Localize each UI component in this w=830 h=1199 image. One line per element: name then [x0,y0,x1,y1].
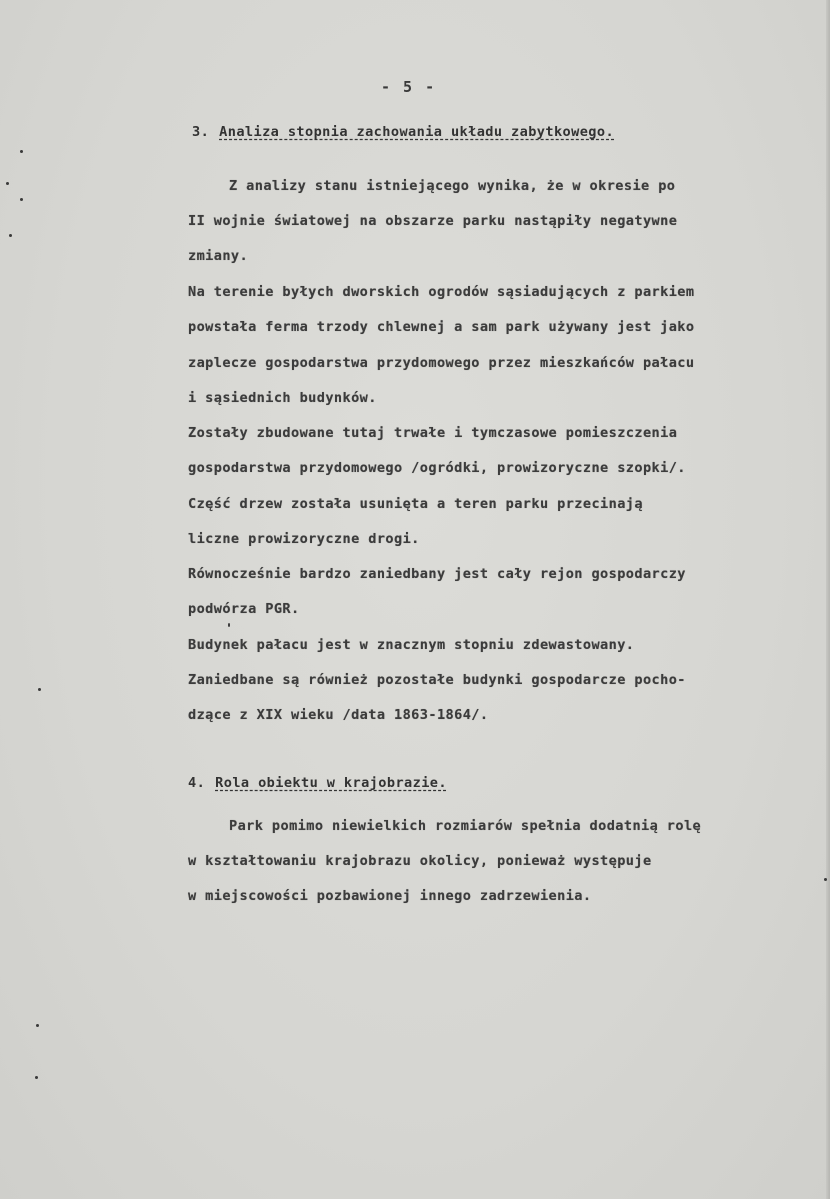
page-number: - 5 - [381,78,437,96]
scan-speck [6,182,9,185]
scan-speck [20,198,23,201]
section-3-line: zaplecze gospodarstwa przydomowego przez mieszkańców pałacu [188,355,695,371]
section-3-line: dzące z XIX wieku /data 1863-1864/. [188,707,489,723]
section-3-number: 3. [192,124,210,140]
section-4-number: 4. [188,775,206,791]
section-4-title: Rola obiektu w krajobrazie. [215,775,447,791]
scan-speck [9,234,12,237]
section-4-line: Park pomimo niewielkich rozmiarów spełnia dodatnią rolę [229,818,702,834]
section-4-line: w kształtowaniu krajobrazu okolicy, ponieważ występuje [188,853,652,869]
page-edge-shadow [826,0,830,1199]
section-3-line: liczne prowizoryczne drogi. [188,531,420,547]
scan-speck [35,1076,38,1079]
section-3-heading [192,124,614,140]
section-3-line: Na terenie byłych dworskich ogrodów sąsiadujących z parkiem [188,284,695,300]
section-3-line: powstała ferma trzody chlewnej a sam park używany jest jako [188,319,695,335]
section-3-line: Z analizy stanu istniejącego wynika, że w okresie po [229,178,676,194]
scan-speck [824,878,827,881]
section-4-line: w miejscowości pozbawionej innego zadrzewienia. [188,888,592,904]
section-3-line: i sąsiednich budynków. [188,390,377,406]
section-3-line: Zaniedbane są również pozostałe budynki gospodarcze pocho- [188,672,686,688]
section-3-line: Część drzew została usunięta a teren parku przecinają [188,496,643,512]
scan-speck [38,688,41,691]
scan-speck [20,150,23,153]
section-3-line: podwórza PGR. [188,601,300,617]
scan-speck [228,623,230,627]
section-3-line: II wojnie światowej na obszarze parku nastąpiły negatywne [188,213,678,229]
section-3-line: Zostały zbudowane tutaj trwałe i tymczasowe pomieszczenia [188,425,678,441]
section-4-heading [188,775,447,791]
section-3-line: gospodarstwa przydomowego /ogródki, prowizoryczne szopki/. [188,460,686,476]
scan-speck [36,1024,39,1027]
section-3-line: Budynek pałacu jest w znacznym stopniu zdewastowany. [188,637,635,653]
section-3-line: Równocześnie bardzo zaniedbany jest cały rejon gospodarczy [188,566,686,582]
section-3-line: zmiany. [188,248,249,264]
section-3-title: Analiza stopnia zachowania układu zabytkowego. [219,124,615,140]
